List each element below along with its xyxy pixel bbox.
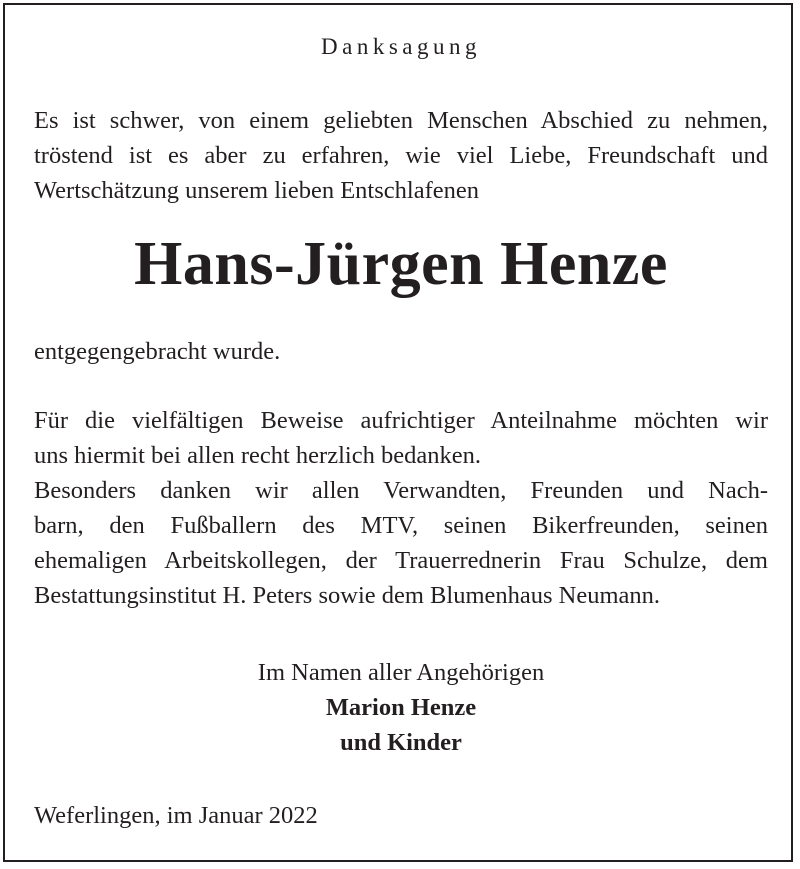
signature-family: und Kinder [340,729,462,756]
thanks-line: Bestattungsinstitut H. Peters sowie dem Blumenhaus Neumann. [34,582,661,609]
intro-paragraph [34,103,768,208]
thanks-line: uns hiermit bei allen recht herzlich bedanken. [34,442,481,469]
signature-block [34,655,768,760]
intro-line: tröstend ist es aber zu erfahren, wie viel Liebe, Freundschaft und [34,142,768,169]
signature-name: Marion Henze [325,694,477,721]
intro-line: Es ist schwer, von einem geliebten Menschen Abschied zu nehmen, [34,107,768,134]
thanks-line: barn, den Fußballern des MTV, seinen Bikerfreunden, seinen [34,512,768,539]
signature-intro: Im Namen aller Angehörigen [257,659,545,686]
thanks-paragraph [34,403,768,613]
place-date: Weferlingen, im Januar 2022 [34,802,318,829]
notice-heading: Danksagung [321,34,481,59]
thanks-line: Besonders danken wir allen Verwandten, Freunden und Nach- [34,477,768,504]
after-name-text: entgegengebracht wurde. [34,338,281,365]
intro-line: Wertschätzung unserem lieben Entschlafenen [34,177,479,204]
thanks-line: Für die vielfältigen Beweise aufrichtiger Anteilnahme möchten wir [34,407,768,434]
thanks-line: ehemaligen Arbeitskollegen, der Trauerrednerin Frau Schulze, dem [34,547,768,574]
deceased-name: Hans-Jürgen Henze [134,230,668,298]
